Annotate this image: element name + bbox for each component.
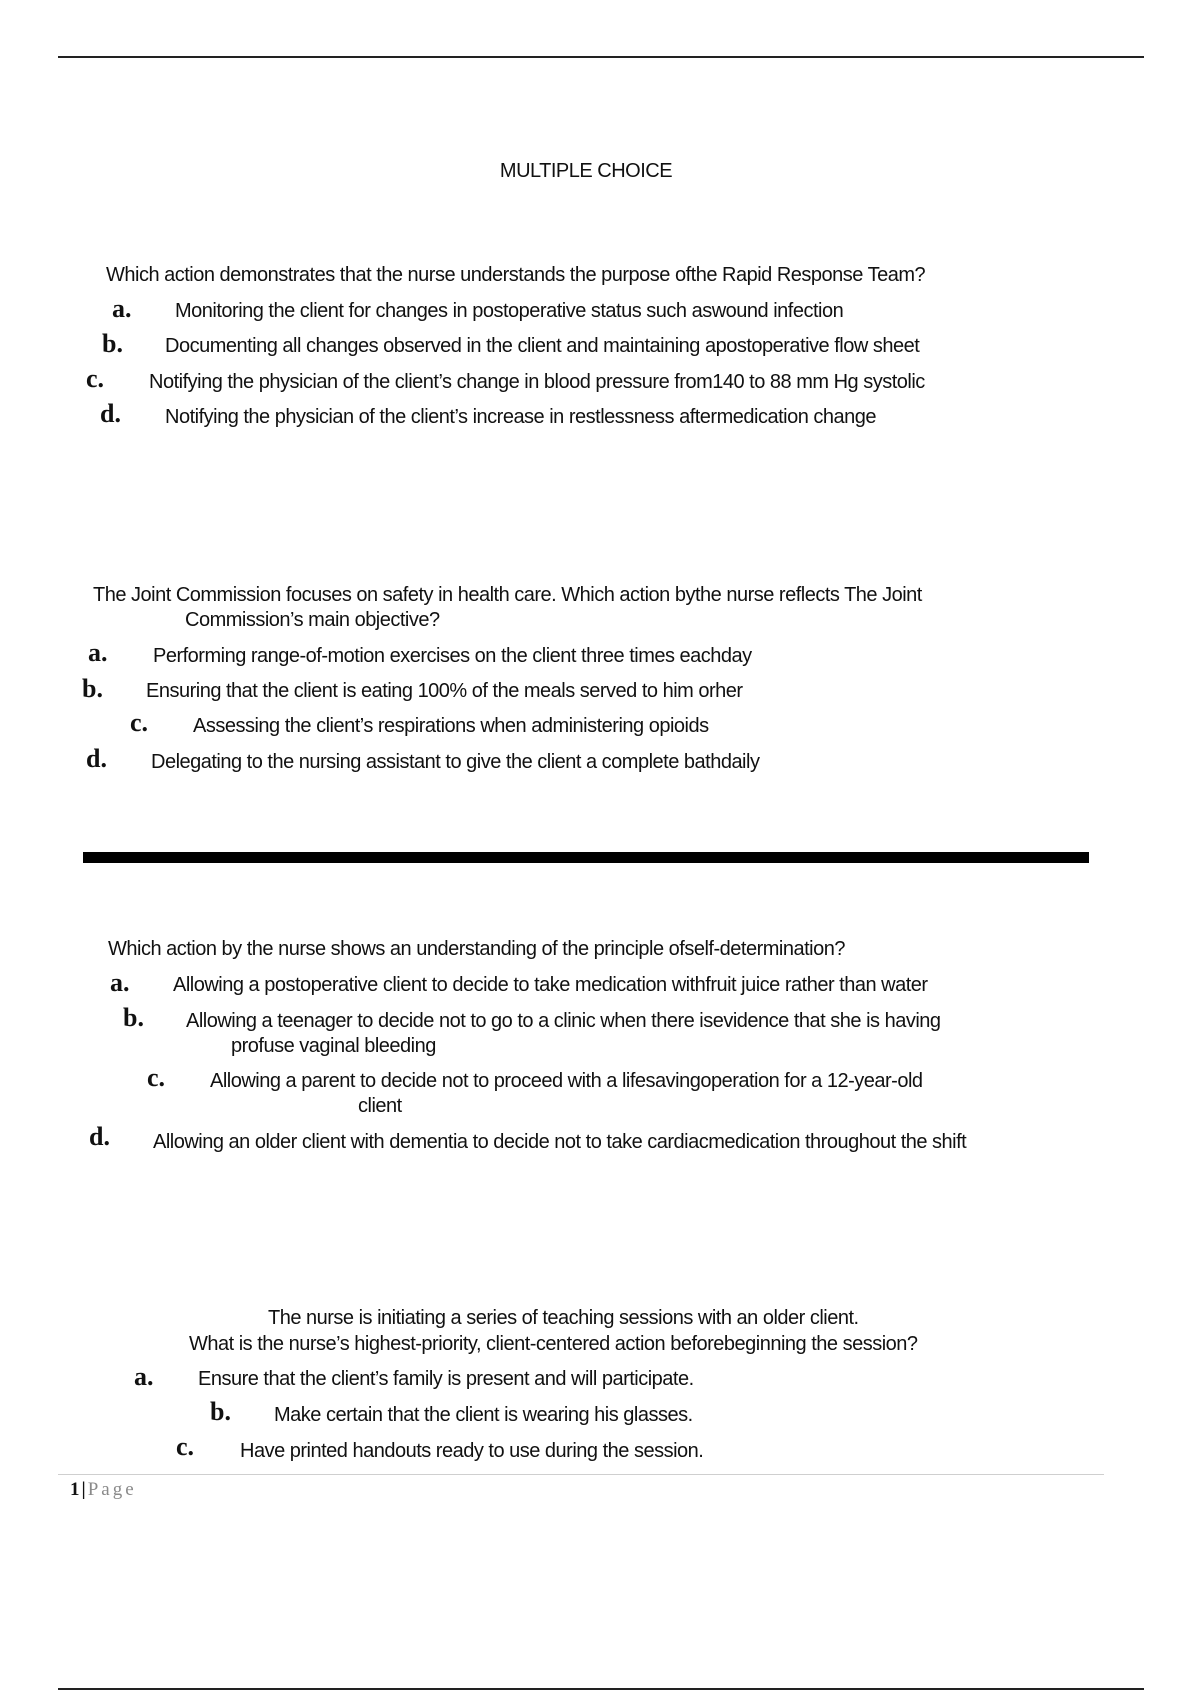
question-stem: Which action by the nurse shows an understanding of the principle ofself-determination? [108,938,845,960]
option-text-continued: profuse vaginal bleeding [231,1035,436,1057]
page-number: 1 [70,1479,80,1500]
option-text: Ensure that the client’s family is present and will participate. [198,1368,694,1390]
option-label: d. [100,399,121,428]
option-label: d. [86,744,107,773]
option-text: Monitoring the client for changes in postoperative status such aswound infection [175,300,844,322]
footer-rule [58,1474,1104,1475]
option-text: Allowing a postoperative client to decide to take medication withfruit juice rather than water [173,974,928,996]
question-stem: The Joint Commission focuses on safety in health care. Which action bythe nurse reflects The Joint [93,584,922,606]
option-text: Ensuring that the client is eating 100% of the meals served to him orher [146,680,743,702]
option-text: Documenting all changes observed in the client and maintaining apostoperative flow sheet [165,335,920,357]
option-text: Make certain that the client is wearing his glasses. [274,1404,693,1426]
option-text-continued: client [358,1095,402,1117]
option-label: b. [102,329,123,358]
option-label: a. [110,968,130,997]
page-footer [70,1479,137,1501]
page-title: MULTIPLE CHOICE [499,160,673,182]
option-text: Notifying the physician of the client’s increase in restlessness aftermedication change [165,406,876,428]
option-label: c. [176,1432,195,1461]
option-text: Allowing an older client with dementia to decide not to take cardiacmedication throughout the shift [153,1131,967,1153]
section-divider [83,852,1089,863]
option-label: b. [82,674,103,703]
option-label: b. [210,1397,231,1426]
option-label: a. [88,638,108,667]
footer-separator: | [81,1479,86,1500]
option-text: Allowing a teenager to decide not to go to a clinic when there isevidence that she is having [186,1010,941,1032]
option-label: c. [86,364,105,393]
option-text: Performing range-of-motion exercises on the client three times eachday [153,645,752,667]
option-text: Notifying the physician of the client’s change in blood pressure from140 to 88 mm Hg systolic [149,371,925,393]
question-stem-continued: What is the nurse’s highest-priority, client-centered action beforebeginning the session? [189,1333,918,1355]
option-label: c. [130,708,149,737]
option-label: b. [123,1003,144,1032]
bottom-rule [58,1688,1144,1690]
option-label: a. [134,1362,154,1391]
option-label: a. [112,294,132,323]
option-label: d. [89,1122,110,1151]
option-label: c. [147,1063,166,1092]
option-text: Allowing a parent to decide not to proceed with a lifesavingoperation for a 12-year-old [210,1070,923,1092]
option-text: Have printed handouts ready to use during the session. [240,1440,704,1462]
question-stem-continued: Commission’s main objective? [185,609,440,631]
option-text: Assessing the client’s respirations when administering opioids [193,715,709,737]
page-word: Page [87,1479,137,1500]
option-text: Delegating to the nursing assistant to give the client a complete bathdaily [151,751,760,773]
question-stem: The nurse is initiating a series of teaching sessions with an older client. [268,1307,859,1329]
top-rule [58,56,1144,58]
question-stem: Which action demonstrates that the nurse understands the purpose ofthe Rapid Response Team? [106,264,926,286]
